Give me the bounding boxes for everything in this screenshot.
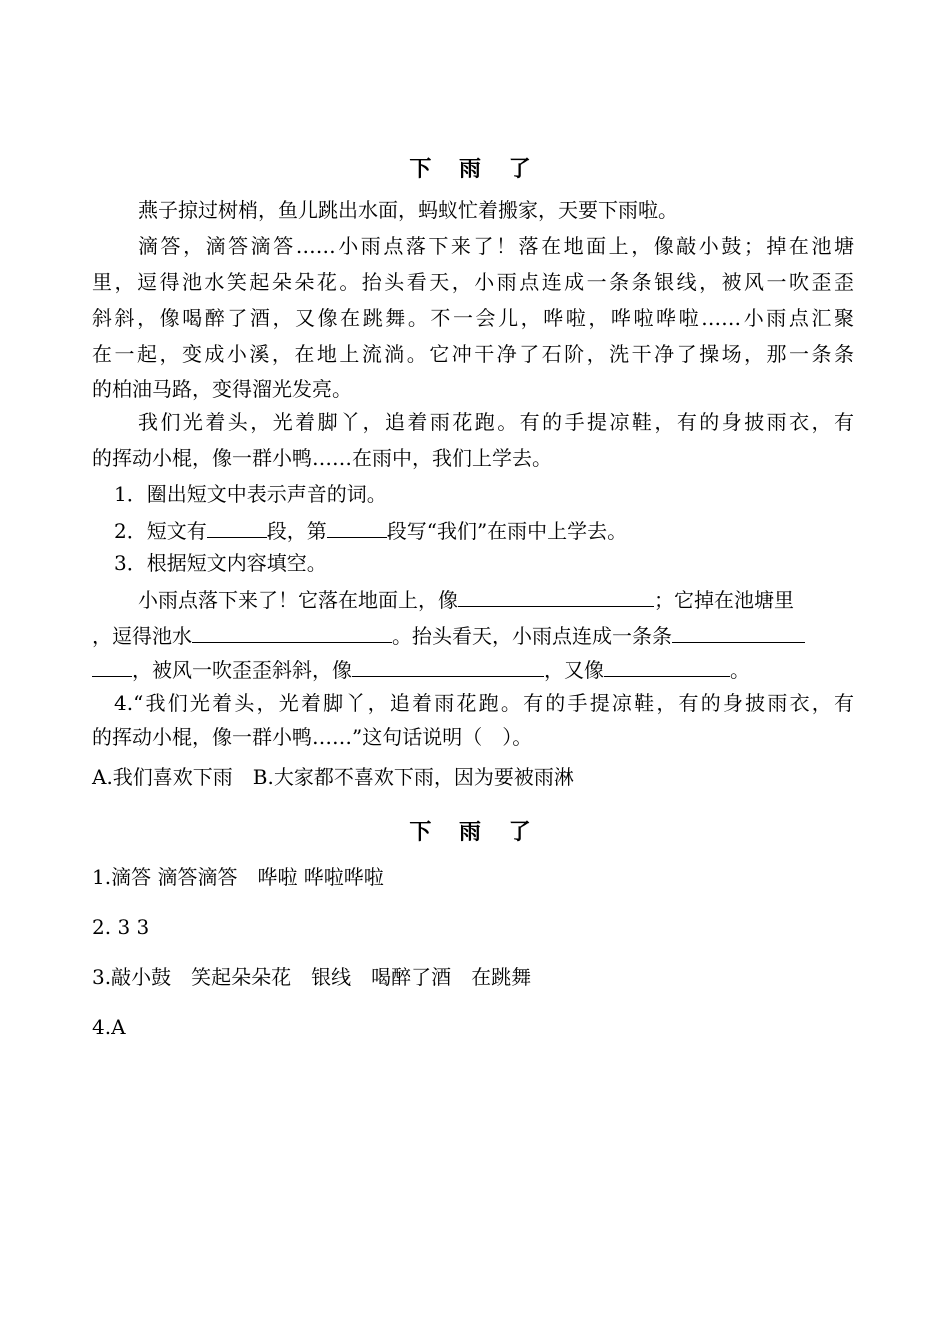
question-3-fill-line-2	[92, 622, 854, 648]
fill-text: ；它掉在池塘里	[654, 588, 794, 612]
answer-blank	[672, 622, 805, 643]
answer-blank	[207, 517, 267, 538]
question-3-fill-line-3	[92, 656, 854, 682]
answer-blank	[92, 656, 132, 677]
answer-blank	[352, 656, 544, 677]
answer-1: 1.滴答 滴答滴答 哗啦 哗啦哗啦	[92, 865, 384, 889]
paragraph-1: 燕子掠过树梢，鱼儿跳出水面，蚂蚁忙着搬家，天要下雨啦。	[138, 198, 678, 222]
answer-2: 2. 3 3	[92, 915, 150, 939]
question-4-line-1: 4.“我们光着头，光着脚丫，追着雨花跑。有的手提凉鞋，有的身披雨衣，有	[114, 691, 854, 715]
question-4-options: A.我们喜欢下雨 B.大家都不喜欢下雨，因为要被雨淋	[92, 765, 574, 789]
answer-blank	[192, 622, 392, 643]
fill-text: 。	[730, 658, 750, 682]
fill-text: ，又像	[544, 658, 604, 682]
fill-text: ，被风一吹歪歪斜斜，像	[132, 658, 352, 682]
paragraph-2-line-4: 在一起，变成小溪，在地上流淌。它冲干净了石阶，洗干净了操场，那一条条	[92, 342, 854, 366]
answer-blank	[458, 586, 654, 607]
question-3: 3．根据短文内容填空。	[114, 551, 327, 575]
answer-4: 4.A	[92, 1015, 126, 1039]
paragraph-3-line-2: 的挥动小棍，像一群小鸭……在雨中，我们上学去。	[92, 446, 552, 470]
paragraph-3-line-1: 我们光着头，光着脚丫，追着雨花跑。有的手提凉鞋，有的身披雨衣，有	[138, 410, 854, 434]
passage-title: 下 雨 了	[409, 156, 541, 182]
question-1: 1．圈出短文中表示声音的词。	[114, 482, 387, 506]
question-2-text-a: 2．短文有	[114, 519, 207, 543]
paragraph-2-line-1: 滴答，滴答滴答……小雨点落下来了！落在地面上，像敲小鼓；掉在池塘	[138, 234, 854, 258]
answer-blank	[327, 517, 387, 538]
answers-title: 下 雨 了	[409, 819, 541, 845]
question-2-text-b: 段，第	[266, 519, 327, 543]
answer-3: 3.敲小鼓 笑起朵朵花 银线 喝醉了酒 在跳舞	[92, 965, 532, 989]
fill-text: 小雨点落下来了！它落在地面上，像	[138, 588, 458, 612]
paragraph-2-line-5: 的柏油马路，变得溜光发亮。	[92, 377, 352, 401]
paragraph-2-line-3: 斜斜，像喝醉了酒，又像在跳舞。不一会儿，哗啦，哗啦哗啦……小雨点汇聚	[92, 306, 854, 330]
question-4-line-2: 的挥动小棍，像一群小鸭……”这句话说明（ ）。	[92, 725, 533, 749]
paragraph-2-line-2: 里，逗得池水笑起朵朵花。抬头看天，小雨点连成一条条银线，被风一吹歪歪	[92, 270, 854, 294]
fill-text: ，逗得池水	[92, 624, 192, 648]
question-3-fill-line-1	[138, 586, 854, 612]
question-2-text-c: 段写“我们”在雨中上学去。	[386, 519, 628, 543]
question-2	[114, 517, 854, 543]
fill-text: 。抬头看天，小雨点连成一条条	[392, 624, 672, 648]
answer-blank	[604, 656, 730, 677]
